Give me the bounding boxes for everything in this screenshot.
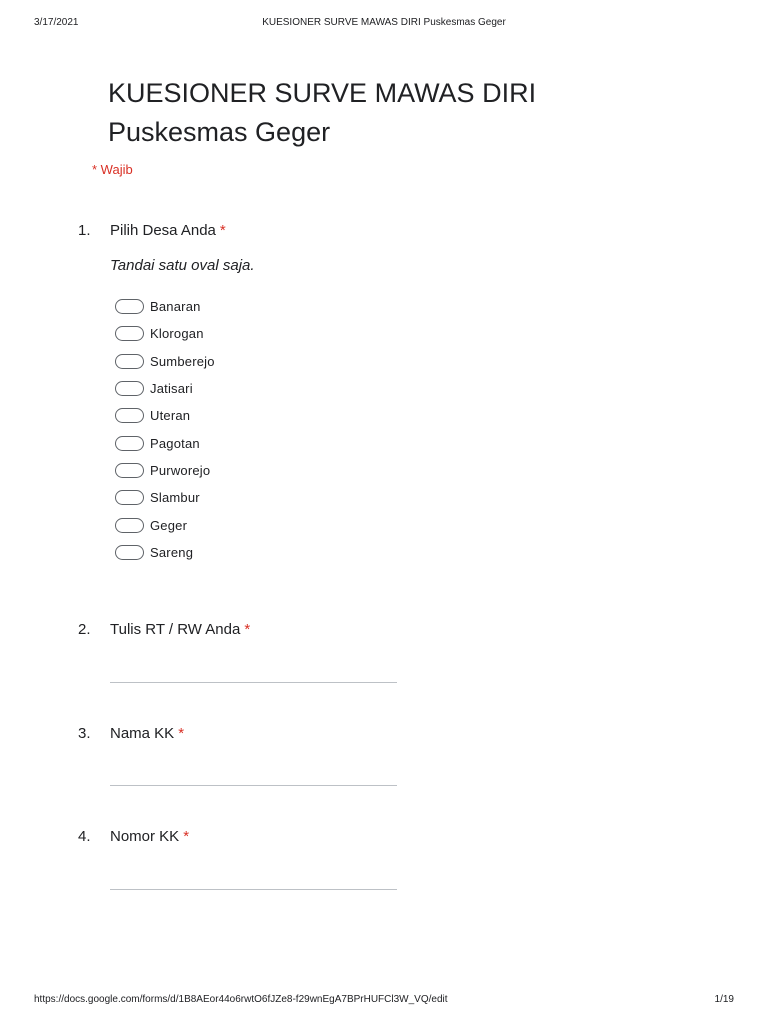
option-label: Pagotan	[150, 435, 200, 451]
print-url: https://docs.google.com/forms/d/1B8AEor44o6rwtO6fJZe8-f29wnEgA7BPrHUFCl3W_VQ/edit	[34, 994, 448, 1005]
form-title-line2: Puskesmas Geger	[108, 117, 331, 147]
question-2-label-text: Tulis RT / RW Anda	[110, 621, 241, 638]
option-sumberejo[interactable]	[115, 348, 215, 375]
option-banaran[interactable]	[115, 293, 215, 320]
radio-oval-icon[interactable]	[115, 436, 144, 451]
option-label: Klorogan	[150, 326, 204, 342]
question-1-instruction: Tandai satu oval saja.	[110, 257, 255, 274]
radio-oval-icon[interactable]	[115, 408, 144, 423]
radio-oval-icon[interactable]	[115, 326, 144, 341]
print-date: 3/17/2021	[34, 17, 79, 28]
form-title	[108, 74, 668, 152]
radio-oval-icon[interactable]	[115, 518, 144, 533]
question-1-required-mark: *	[219, 222, 226, 239]
option-label: Uteran	[150, 408, 191, 424]
question-3-required-mark: *	[178, 725, 185, 742]
print-header	[34, 17, 734, 31]
option-geger[interactable]	[115, 511, 215, 538]
form-title-line1: KUESIONER SURVE MAWAS DIRI	[108, 78, 537, 108]
option-klorogan[interactable]	[115, 320, 215, 347]
option-label: Geger	[150, 517, 188, 533]
question-3-answer-field[interactable]	[110, 785, 397, 786]
option-purworejo[interactable]	[115, 457, 215, 484]
question-4-label-text: Nomor KK	[110, 828, 180, 845]
option-label: Banaran	[150, 299, 201, 315]
question-1-label-text: Pilih Desa Anda	[110, 222, 216, 239]
question-1-number: 1.	[78, 222, 91, 239]
radio-oval-icon[interactable]	[115, 381, 144, 396]
question-3-label-text: Nama KK	[110, 725, 175, 742]
question-2-answer-field[interactable]	[110, 682, 397, 683]
option-sareng[interactable]	[115, 539, 215, 566]
option-label: Sumberejo	[150, 353, 215, 369]
question-2-number: 2.	[78, 621, 91, 638]
radio-oval-icon[interactable]	[115, 354, 144, 369]
option-uteran[interactable]	[115, 402, 215, 429]
option-label: Purworejo	[150, 462, 211, 478]
question-4-number: 4.	[78, 828, 91, 845]
print-doc-title: KUESIONER SURVE MAWAS DIRI Puskesmas Geger	[262, 17, 506, 28]
question-4-answer-field[interactable]	[110, 889, 397, 890]
option-pagotan[interactable]	[115, 429, 215, 456]
question-4-required-mark: *	[183, 828, 190, 845]
radio-oval-icon[interactable]	[115, 490, 144, 505]
question-1-label	[110, 222, 226, 239]
option-jatisari[interactable]	[115, 375, 215, 402]
radio-oval-icon[interactable]	[115, 463, 144, 478]
question-4-label	[110, 828, 189, 845]
radio-oval-icon[interactable]	[115, 299, 144, 314]
question-3-label	[110, 725, 184, 742]
question-2-required-mark: *	[244, 621, 251, 638]
option-label: Sareng	[150, 544, 194, 560]
option-slambur[interactable]	[115, 484, 215, 511]
question-1-options	[115, 293, 215, 566]
option-label: Jatisari	[150, 381, 193, 397]
required-note: * Wajib	[92, 162, 133, 177]
radio-oval-icon[interactable]	[115, 545, 144, 560]
print-page-number: 1/19	[714, 994, 734, 1005]
question-2-label	[110, 621, 250, 638]
option-label: Slambur	[150, 490, 200, 506]
question-3-number: 3.	[78, 725, 91, 742]
